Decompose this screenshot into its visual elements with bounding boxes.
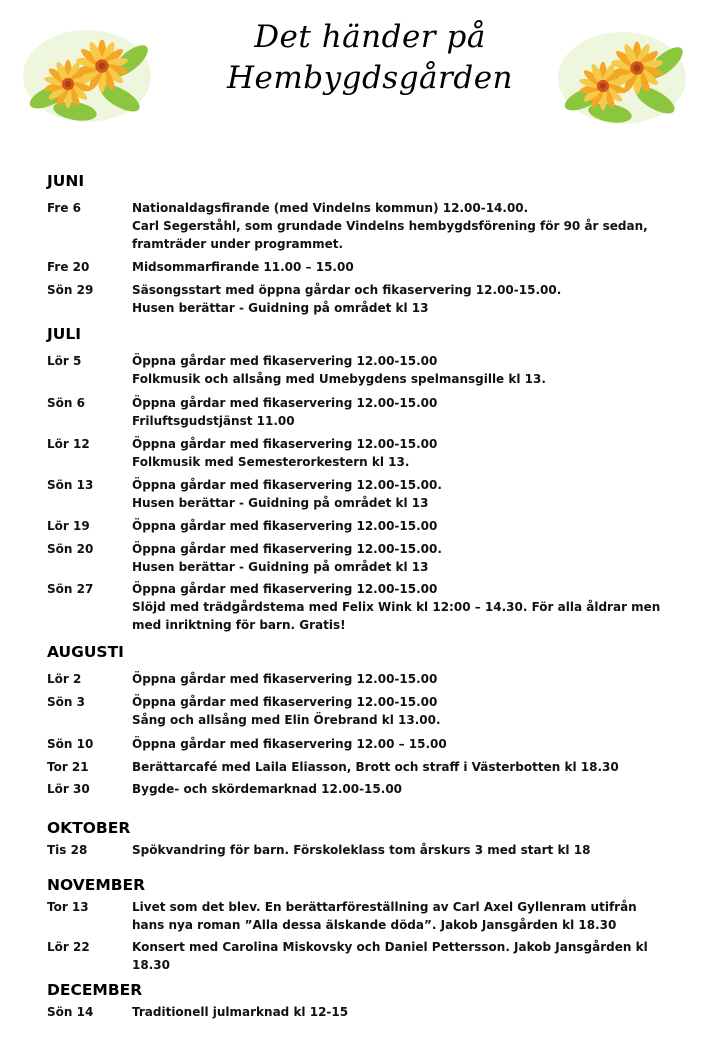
event-date: Tor 13	[47, 900, 89, 914]
event-description	[132, 1003, 662, 1021]
event-line: Folkmusik med Semesterorkestern kl 13.	[132, 455, 410, 469]
event-description	[132, 476, 662, 512]
event-line: Öppna gårdar med fikaservering 12.00-15.00	[132, 695, 438, 709]
event-line: Öppna gårdar med fikaservering 12.00-15.00.	[132, 542, 442, 556]
event-description	[132, 735, 662, 753]
event-date: Tis 28	[47, 843, 88, 857]
event-line: Husen berättar - Guidning på området kl 13	[132, 560, 429, 574]
event-line: Carl Segerståhl, som grundade Vindelns hembygdsförening för 90 år sedan,	[132, 219, 648, 233]
event-date: Sön 10	[47, 737, 94, 751]
event-line: Öppna gårdar med fikaservering 12.00 – 15.00	[132, 737, 447, 751]
event-date: Sön 27	[47, 582, 94, 596]
event-description	[132, 841, 662, 859]
event-date: Lör 30	[47, 782, 90, 796]
event-line: Öppna gårdar med fikaservering 12.00-15.00	[132, 582, 438, 596]
month-heading-augusti: AUGUSTI	[47, 643, 124, 661]
event-line: Öppna gårdar med fikaservering 12.00-15.00	[132, 396, 438, 410]
event-description	[132, 258, 662, 276]
event-line: framträder under programmet.	[132, 237, 344, 251]
event-date: Sön 29	[47, 283, 94, 297]
event-date: Sön 6	[47, 396, 85, 410]
event-date: Sön 14	[47, 1005, 94, 1019]
event-date: Fre 6	[47, 201, 82, 215]
event-date: Sön 20	[47, 542, 94, 556]
event-description	[132, 199, 662, 253]
page-title-line-1: Det händer på	[254, 19, 486, 55]
event-line: Öppna gårdar med fikaservering 12.00-15.00.	[132, 478, 442, 492]
event-date: Lör 12	[47, 437, 90, 451]
event-line: Berättarcafé med Laila Eliasson, Brott och straff i Västerbotten kl 18.30	[132, 760, 619, 774]
event-line: hans nya roman ”Alla dessa älskande döda”. Jakob Jansgården kl 18.30	[132, 918, 617, 932]
event-description	[132, 517, 662, 535]
event-description	[132, 435, 662, 471]
event-line: Spökvandring för barn. Förskoleklass tom årskurs 3 med start kl 18	[132, 843, 591, 857]
event-date: Lör 19	[47, 519, 90, 533]
event-description	[132, 670, 662, 688]
flower-decoration-left-icon	[20, 26, 155, 126]
event-line: Öppna gårdar med fikaservering 12.00-15.00	[132, 437, 438, 451]
event-description	[132, 758, 662, 776]
event-line: Öppna gårdar med fikaservering 12.00-15.00	[132, 519, 438, 533]
page-title-line-2: Hembygdsgården	[226, 60, 514, 96]
event-line: Öppna gårdar med fikaservering 12.00-15.00	[132, 672, 438, 686]
event-description	[132, 898, 662, 934]
event-description	[132, 938, 662, 974]
event-description	[132, 540, 662, 576]
event-line: Säsongsstart med öppna gårdar och fikaservering 12.00-15.00.	[132, 283, 562, 297]
event-line: Sång och allsång med Elin Örebrand kl 13.00.	[132, 713, 441, 727]
event-line: Livet som det blev. En berättarföreställning av Carl Axel Gyllenram utifrån	[132, 900, 637, 914]
event-line: Husen berättar - Guidning på området kl 13	[132, 496, 429, 510]
event-line: Nationaldagsfirande (med Vindelns kommun) 12.00-14.00.	[132, 201, 529, 215]
month-heading-juni: JUNI	[47, 172, 85, 190]
event-line: med inriktning för barn. Gratis!	[132, 618, 346, 632]
event-date: Sön 13	[47, 478, 94, 492]
event-description	[132, 352, 662, 388]
event-date: Fre 20	[47, 260, 90, 274]
event-line: Slöjd med trädgårdstema med Felix Wink kl 12:00 – 14.30. För alla åldrar men	[132, 600, 661, 614]
event-description	[132, 394, 662, 430]
month-heading-oktober: OKTOBER	[47, 819, 131, 837]
event-line: 18.30	[132, 958, 170, 972]
event-description	[132, 693, 662, 729]
event-line: Bygde- och skördemarknad 12.00-15.00	[132, 782, 403, 796]
event-description	[132, 780, 662, 798]
event-line: Husen berättar - Guidning på området kl 13	[132, 301, 429, 315]
event-description	[132, 281, 662, 317]
event-line: Folkmusik och allsång med Umebygdens spelmansgille kl 13.	[132, 372, 546, 386]
event-date: Tor 21	[47, 760, 89, 774]
month-heading-december: DECEMBER	[47, 981, 143, 999]
event-line: Konsert med Carolina Miskovsky och Daniel Pettersson. Jakob Jansgården kl	[132, 940, 648, 954]
event-line: Öppna gårdar med fikaservering 12.00-15.00	[132, 354, 438, 368]
month-heading-juli: JULI	[47, 325, 81, 343]
event-line: Midsommarfirande 11.00 – 15.00	[132, 260, 354, 274]
event-date: Lör 22	[47, 940, 90, 954]
event-line: Friluftsgudstjänst 11.00	[132, 414, 295, 428]
event-date: Lör 5	[47, 354, 82, 368]
event-date: Lör 2	[47, 672, 82, 686]
month-heading-november: NOVEMBER	[47, 876, 146, 894]
event-date: Sön 3	[47, 695, 85, 709]
event-description	[132, 580, 662, 634]
event-line: Traditionell julmarknad kl 12-15	[132, 1005, 349, 1019]
